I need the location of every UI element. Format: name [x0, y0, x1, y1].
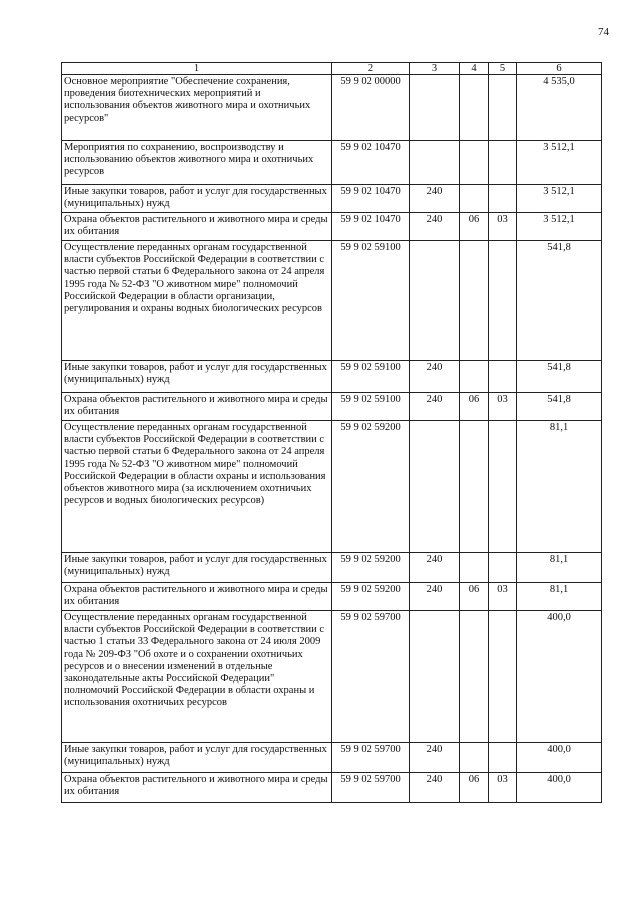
row-pr: [489, 611, 517, 743]
row-sum: 541,8: [517, 361, 602, 393]
header-cell: 5: [489, 63, 517, 75]
row-name: Основное мероприятие "Обеспечение сохранения, проведения биотехнических мероприятий и использования объектов животного мира и охотничьих ресурсов": [62, 75, 332, 141]
row-rz: [460, 361, 489, 393]
row-pr: [489, 241, 517, 361]
row-name: Охрана объектов растительного и животного мира и среды их обитания: [62, 213, 332, 241]
row-rz: [460, 743, 489, 773]
row-code: 59 9 02 10470: [332, 213, 410, 241]
header-cell: 3: [410, 63, 460, 75]
row-vr: 240: [410, 213, 460, 241]
table-row: [62, 421, 602, 553]
row-sum: 400,0: [517, 773, 602, 803]
row-code: 59 9 02 59700: [332, 743, 410, 773]
row-code: 59 9 02 00000: [332, 75, 410, 141]
table-row: [62, 553, 602, 583]
row-name: Охрана объектов растительного и животного мира и среды их обитания: [62, 583, 332, 611]
row-pr: [489, 141, 517, 185]
header-cell: 4: [460, 63, 489, 75]
table-row: [62, 185, 602, 213]
row-rz: [460, 553, 489, 583]
row-name: Охрана объектов растительного и животного мира и среды их обитания: [62, 773, 332, 803]
row-name: Мероприятия по сохранению, воспроизводству и использованию объектов животного мира и охотничьих ресурсов: [62, 141, 332, 185]
row-code: 59 9 02 59100: [332, 241, 410, 361]
row-name: Иные закупки товаров, работ и услуг для государственных (муниципальных) нужд: [62, 361, 332, 393]
row-code: 59 9 02 59100: [332, 393, 410, 421]
row-pr: [489, 421, 517, 553]
row-sum: 81,1: [517, 553, 602, 583]
row-name: Иные закупки товаров, работ и услуг для государственных (муниципальных) нужд: [62, 553, 332, 583]
row-sum: 3 512,1: [517, 213, 602, 241]
row-code: 59 9 02 10470: [332, 185, 410, 213]
row-pr: 03: [489, 213, 517, 241]
row-pr: [489, 75, 517, 141]
row-rz: 06: [460, 213, 489, 241]
row-rz: [460, 421, 489, 553]
row-rz: [460, 141, 489, 185]
table-row: [62, 241, 602, 361]
row-name: Иные закупки товаров, работ и услуг для государственных (муниципальных) нужд: [62, 185, 332, 213]
row-vr: 240: [410, 583, 460, 611]
row-vr: 240: [410, 743, 460, 773]
row-vr: 240: [410, 773, 460, 803]
row-pr: [489, 743, 517, 773]
row-vr: 240: [410, 553, 460, 583]
row-sum: 541,8: [517, 241, 602, 361]
row-code: 59 9 02 59200: [332, 421, 410, 553]
row-vr: [410, 611, 460, 743]
table-row: [62, 141, 602, 185]
row-pr: 03: [489, 393, 517, 421]
header-cell: 1: [62, 63, 332, 75]
row-rz: [460, 241, 489, 361]
row-code: 59 9 02 59200: [332, 553, 410, 583]
row-pr: 03: [489, 583, 517, 611]
row-sum: 541,8: [517, 393, 602, 421]
row-vr: [410, 241, 460, 361]
row-rz: [460, 185, 489, 213]
row-code: 59 9 02 10470: [332, 141, 410, 185]
table-row: [62, 393, 602, 421]
row-name: Иные закупки товаров, работ и услуг для государственных (муниципальных) нужд: [62, 743, 332, 773]
row-sum: 3 512,1: [517, 141, 602, 185]
table-row: [62, 213, 602, 241]
table-row: [62, 583, 602, 611]
row-code: 59 9 02 59100: [332, 361, 410, 393]
table-row: [62, 743, 602, 773]
row-vr: 240: [410, 393, 460, 421]
row-rz: [460, 611, 489, 743]
row-vr: [410, 141, 460, 185]
table-row: [62, 75, 602, 141]
row-rz: 06: [460, 773, 489, 803]
row-sum: 81,1: [517, 421, 602, 553]
row-name: Осуществление переданных органам государственной власти субъектов Российской Федерации в соответствии с частью 1 статьи 33 Федерального закона от 24 июля 2009 года № 209-ФЗ "Об охоте и о сохранении охотничьих ресурсов и о внесении изменений в отдельные законодательные акты Российской Федерации" полномочий Российской Федерации в области охраны и использования охотничьих ресурсов: [62, 611, 332, 743]
header-cell: 6: [517, 63, 602, 75]
row-pr: [489, 553, 517, 583]
row-rz: 06: [460, 583, 489, 611]
table-header-row: [62, 63, 602, 75]
row-rz: 06: [460, 393, 489, 421]
row-vr: [410, 421, 460, 553]
row-sum: 4 535,0: [517, 75, 602, 141]
header-cell: 2: [332, 63, 410, 75]
row-sum: 81,1: [517, 583, 602, 611]
row-code: 59 9 02 59700: [332, 773, 410, 803]
table-row: [62, 361, 602, 393]
row-name: Осуществление переданных органам государственной власти субъектов Российской Федерации в соответствии с частью первой статьи 6 Федерального закона от 24 апреля 1995 года № 52-ФЗ "О животном мире" полномочий Российской Федерации в области организации, регулирования и охраны водных биологических ресурсов: [62, 241, 332, 361]
row-name: Осуществление переданных органам государственной власти субъектов Российской Федерации в соответствии с частью первой статьи 6 Федерального закона от 24 апреля 1995 года № 52-ФЗ "О животном мире" полномочий Российской Федерации в области охраны и использования объектов животного мира (за исключением охотничьих ресурсов и водных биологических ресурсов): [62, 421, 332, 553]
row-rz: [460, 75, 489, 141]
row-sum: 400,0: [517, 611, 602, 743]
row-name: Охрана объектов растительного и животного мира и среды их обитания: [62, 393, 332, 421]
row-pr: [489, 361, 517, 393]
row-vr: 240: [410, 185, 460, 213]
row-pr: 03: [489, 773, 517, 803]
table-row: [62, 773, 602, 803]
table-row: [62, 611, 602, 743]
row-vr: [410, 75, 460, 141]
row-sum: 400,0: [517, 743, 602, 773]
page-number: 74: [598, 26, 609, 38]
row-code: 59 9 02 59200: [332, 583, 410, 611]
row-vr: 240: [410, 361, 460, 393]
row-pr: [489, 185, 517, 213]
row-sum: 3 512,1: [517, 185, 602, 213]
row-code: 59 9 02 59700: [332, 611, 410, 743]
budget-table: [61, 62, 602, 803]
